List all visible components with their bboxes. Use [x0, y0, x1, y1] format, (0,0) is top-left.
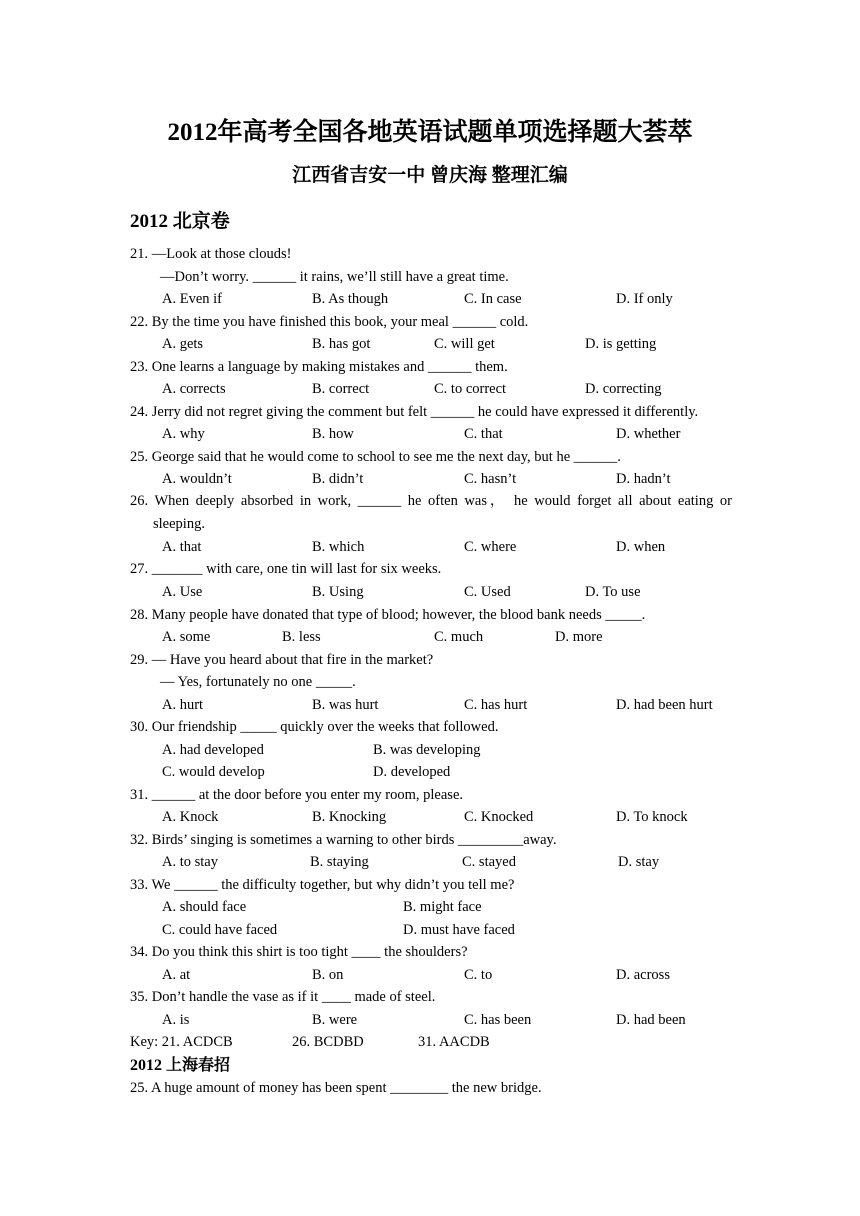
question-35-option-d: D. had been: [616, 1012, 686, 1028]
question-32-option-c: C. stayed: [462, 854, 516, 870]
question-21-stem-line2: —Don’t worry. ______ it rains, we’ll still have a great time.: [160, 269, 509, 285]
question-22-option-c: C. will get: [434, 336, 495, 352]
page-title: 2012年高考全国各地英语试题单项选择题大荟萃: [167, 119, 693, 146]
question-26-stem-line2: sleeping.: [153, 516, 205, 532]
question-26-option-b: B. which: [312, 539, 365, 555]
question-21-option-c: C. In case: [464, 291, 522, 307]
question-24-option-b: B. how: [312, 426, 354, 442]
question-34-option-b: B. on: [312, 967, 344, 983]
question-33-stem: 33. We ______ the difficulty together, but why didn’t you tell me?: [130, 877, 515, 893]
question-27-stem: 27. _______ with care, one tin will last for six weeks.: [130, 561, 442, 577]
question-27-option-a: A. Use: [162, 584, 203, 600]
question-26-option-d: D. when: [616, 539, 666, 555]
question-28-option-b: B. less: [282, 629, 321, 645]
question-32-option-a: A. to stay: [162, 854, 218, 870]
question-25b-stem: 25. A huge amount of money has been spent ________ the new bridge.: [130, 1080, 542, 1096]
question-21-option-d: D. If only: [616, 291, 673, 307]
question-35-stem: 35. Don’t handle the vase as if it ____ made of steel.: [130, 989, 436, 1005]
question-34-option-a: A. at: [162, 967, 191, 983]
question-33-option-d: D. must have faced: [403, 922, 515, 938]
question-22-option-a: A. gets: [162, 336, 204, 352]
question-23-option-c: C. to correct: [434, 381, 507, 397]
question-27-option-c: C. Used: [464, 584, 511, 600]
question-24-option-a: A. why: [162, 426, 205, 442]
section-heading-shanghai: 2012 上海春招: [130, 1057, 231, 1074]
question-35-option-b: B. were: [312, 1012, 358, 1028]
question-35-option-c: C. has been: [464, 1012, 532, 1028]
question-31-option-c: C. Knocked: [464, 809, 534, 825]
page-subtitle: 江西省吉安一中 曾庆海 整理汇编: [292, 165, 568, 186]
question-31-option-d: D. To knock: [616, 809, 688, 825]
question-27-option-d: D. To use: [585, 584, 641, 600]
question-29-option-c: C. has hurt: [464, 697, 528, 713]
section-heading-beijing: 2012 北京卷: [130, 211, 230, 232]
question-27-option-b: B. Using: [312, 584, 364, 600]
question-23-option-b: B. correct: [312, 381, 370, 397]
question-26-option-c: C. where: [464, 539, 517, 555]
question-26-stem: 26. When deeply absorbed in work, ______ he often was， he would forget all about eating or: [130, 493, 732, 509]
question-31-option-a: A. Knock: [162, 809, 219, 825]
question-25-stem: 25. George said that he would come to school to see me the next day, but he ______.: [130, 449, 621, 465]
question-32-option-d: D. stay: [618, 854, 660, 870]
question-29-stem: 29. — Have you heard about that fire in the market?: [130, 652, 434, 668]
question-22-option-d: D. is getting: [585, 336, 657, 352]
question-30-option-d: D. developed: [373, 764, 451, 780]
question-25-option-b: B. didn’t: [312, 471, 364, 487]
question-31-option-b: B. Knocking: [312, 809, 387, 825]
question-34-option-c: C. to: [464, 967, 493, 983]
question-25-option-c: C. hasn’t: [464, 471, 517, 487]
question-23-stem: 23. One learns a language by making mistakes and ______ them.: [130, 359, 508, 375]
question-28-option-a: A. some: [162, 629, 211, 645]
question-26-option-a: A. that: [162, 539, 202, 555]
question-33-option-a: A. should face: [162, 899, 247, 915]
question-24-option-c: C. that: [464, 426, 503, 442]
question-33-option-c: C. could have faced: [162, 922, 278, 938]
question-21-option-b: B. As though: [312, 291, 389, 307]
question-24-option-d: D. whether: [616, 426, 681, 442]
question-30-option-a: A. had developed: [162, 742, 264, 758]
question-30-stem: 30. Our friendship _____ quickly over the weeks that followed.: [130, 719, 499, 735]
question-34-stem: 34. Do you think this shirt is too tight ____ the shoulders?: [130, 944, 468, 960]
question-23-option-d: D. correcting: [585, 381, 662, 397]
question-21-option-a: A. Even if: [162, 291, 222, 307]
question-34-option-d: D. across: [616, 967, 670, 983]
question-25-option-a: A. wouldn’t: [162, 471, 232, 487]
question-29-stem-line2: — Yes, fortunately no one _____.: [160, 674, 356, 690]
question-32-option-b: B. staying: [310, 854, 369, 870]
question-28-option-c: C. much: [434, 629, 484, 645]
question-29-option-a: A. hurt: [162, 697, 204, 713]
question-25-option-d: D. hadn’t: [616, 471, 671, 487]
question-31-stem: 31. ______ at the door before you enter my room, please.: [130, 787, 464, 803]
answer-key-group-3: 31. AACDB: [418, 1034, 490, 1050]
question-28-option-d: D. more: [555, 629, 603, 645]
question-24-stem: 24. Jerry did not regret giving the comment but felt ______ he could have expressed it differently.: [130, 404, 699, 420]
question-33-option-b: B. might face: [403, 899, 482, 915]
answer-key-group-2: 26. BCDBD: [292, 1034, 364, 1050]
question-23-option-a: A. corrects: [162, 381, 226, 397]
question-35-option-a: A. is: [162, 1012, 190, 1028]
question-30-option-c: C. would develop: [162, 764, 265, 780]
question-28-stem: 28. Many people have donated that type of blood; however, the blood bank needs _____.: [130, 607, 646, 623]
question-22-stem: 22. By the time you have finished this book, your meal ______ cold.: [130, 314, 529, 330]
question-29-option-b: B. was hurt: [312, 697, 379, 713]
question-30-option-b: B. was developing: [373, 742, 481, 758]
question-22-option-b: B. has got: [312, 336, 371, 352]
question-21-stem: 21. —Look at those clouds!: [130, 246, 292, 262]
answer-key-label: Key: 21. ACDCB: [130, 1034, 233, 1050]
question-32-stem: 32. Birds’ singing is sometimes a warning to other birds _________away.: [130, 832, 557, 848]
question-29-option-d: D. had been hurt: [616, 697, 713, 713]
